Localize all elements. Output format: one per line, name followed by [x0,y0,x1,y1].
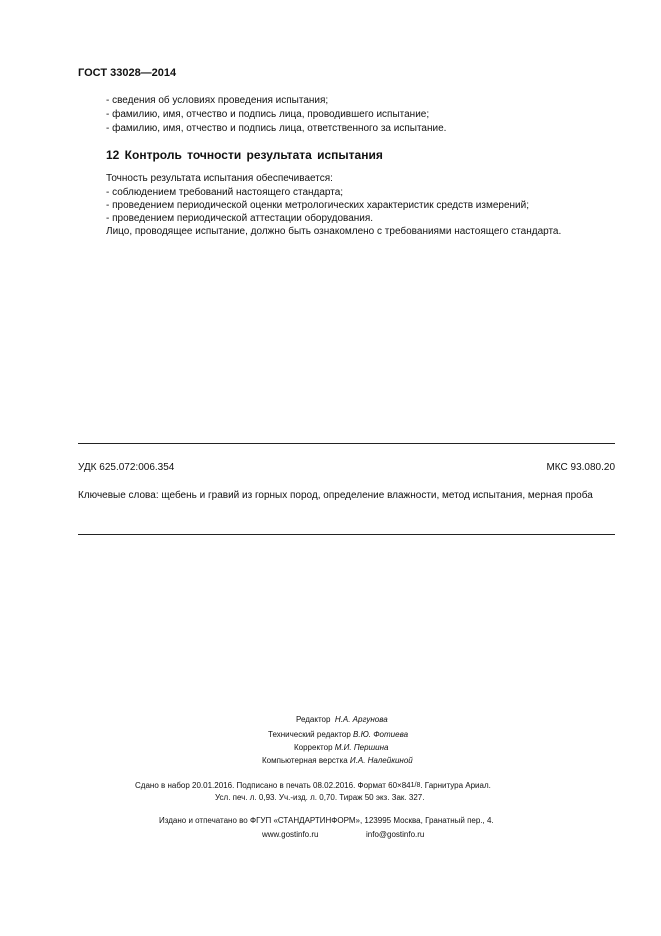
list-item: - сведения об условиях проведения испытания; [106,95,329,106]
list-item: - фамилию, имя, отчество и подпись лица, проводившего испытание; [106,109,430,120]
print-details: Сдано в набор 20.01.2016. Подписано в печать 08.02.2016. Формат 60×84 [135,781,411,790]
tech-editor-line [268,729,408,741]
paragraph-line: Точность результата испытания обеспечивается: [106,173,333,184]
paragraph-line: - соблюдением требований настоящего стандарта; [106,187,344,198]
layout-line [262,755,413,767]
divider [78,534,615,535]
udk-code: УДК 625.072:006.354 [78,462,175,473]
editor-name: Н.А. Аргунова [334,715,388,724]
corrector-name: М.И. Першина [334,743,389,752]
corrector-label: Корректор [294,743,333,752]
email-link[interactable]: info@gostinfo.ru [366,830,425,839]
mks-code: МКС 93.080.20 [546,462,615,473]
layout-name: И.А. Налейкиной [349,756,413,765]
tech-editor-label: Технический редактор [268,730,351,739]
editor-label: Редактор [296,715,331,724]
format-fraction: 1/8 [410,782,421,789]
paragraph-line: - проведением периодической оценки метрологических характеристик средств измерений; [106,200,529,211]
corrector-line [294,742,388,754]
publisher-line: Издано и отпечатано во ФГУП «СТАНДАРТИНФОРМ», 123995 Москва, Гранатный пер., 4. [159,816,494,825]
document-header: ГОСТ 33028—2014 [78,67,177,79]
typeface: . Гарнитура Ариал. [420,781,491,790]
paragraph-line: Лицо, проводящее испытание, должно быть ознакомлено с требованиями настоящего стандарта. [106,226,562,237]
website-link[interactable]: www.gostinfo.ru [262,830,319,839]
section-heading: 12 Контроль точности результата испытания [106,148,383,162]
keywords: Ключевые слова: щебень и гравий из горных пород, определение влажности, метод испытания, мерная проба [78,490,593,501]
paragraph-line: - проведением периодической аттестации оборудования. [106,213,374,224]
divider [78,443,615,444]
layout-label: Компьютерная верстка [262,756,348,765]
print-volume-line: Усл. печ. л. 0,93. Уч.-изд. л. 0,70. Тираж 50 экз. Зак. 327. [215,793,425,802]
editor-line [296,714,388,726]
print-details-line [135,780,491,792]
list-item: - фамилию, имя, отчество и подпись лица, ответственного за испытание. [106,123,447,134]
tech-editor-name: В.Ю. Фотиева [353,730,409,739]
